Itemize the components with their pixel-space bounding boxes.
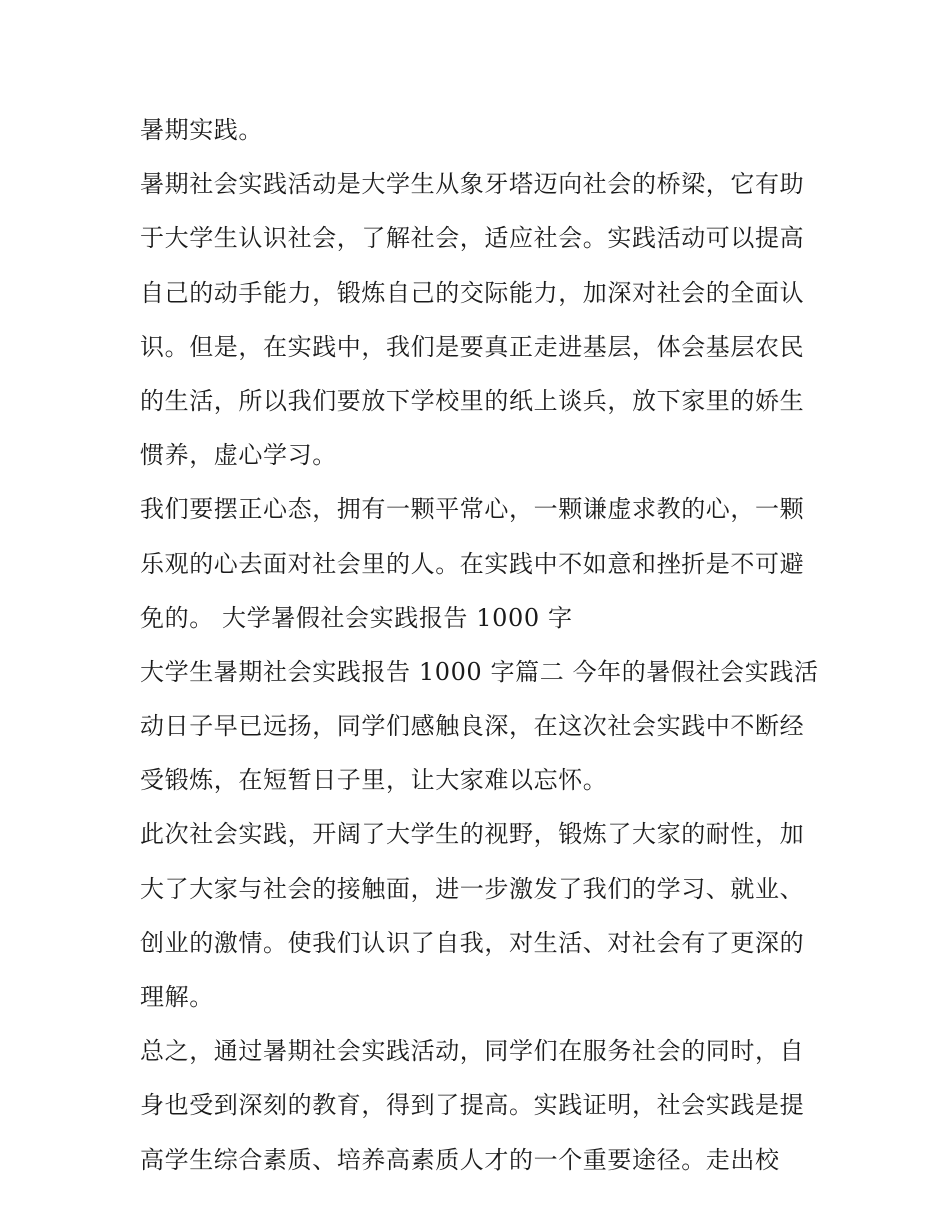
- text-line: 身也受到深刻的教育，得到了提高。实践证明，社会实践是提: [140, 1091, 805, 1120]
- text-line: 乐观的心去面对社会里的人。在实践中不如意和挫折是不可避: [140, 549, 805, 578]
- text-line: 免的。 大学暑假社会实践报告 1000 字: [140, 603, 573, 632]
- text-line: 受锻炼，在短暂日子里，让大家难以忘怀。: [140, 766, 608, 795]
- text-line: 动日子早已远扬，同学们感触良深，在这次社会实践中不断经: [140, 712, 805, 741]
- text-line: 暑期实践。: [140, 116, 263, 144]
- text-line: 的生活，所以我们要放下学校里的纸上谈兵，放下家里的娇生: [140, 386, 805, 415]
- text-line: 理解。: [140, 983, 214, 1011]
- document-body: [140, 109, 819, 1193]
- text-line: 识。但是，在实践中，我们是要真正走进基层，体会基层农民: [140, 332, 805, 361]
- text-line: 总之，通过暑期社会实践活动，同学们在服务社会的同时，自: [140, 1037, 805, 1066]
- text-line: 创业的激情。使我们认识了自我，对生活、对社会有了更深的: [140, 928, 805, 957]
- text-line: 大学生暑期社会实践报告 1000 字篇二 今年的暑假社会实践活: [140, 657, 819, 686]
- text-line: 于大学生认识社会，了解社会，适应社会。实践活动可以提高: [140, 224, 805, 253]
- text-line: 高学生综合素质、培养高素质人才的一个重要途径。走出校: [140, 1145, 780, 1174]
- text-line: 大了大家与社会的接触面，进一步激发了我们的学习、就业、: [140, 874, 805, 903]
- text-line: 此次社会实践，开阔了大学生的视野，锻炼了大家的耐性，加: [140, 820, 805, 849]
- text-line: 惯养，虚心学习。: [140, 441, 337, 470]
- text-line: 自己的动手能力，锻炼自己的交际能力，加深对社会的全面认: [140, 278, 805, 307]
- text-line: 暑期社会实践活动是大学生从象牙塔迈向社会的桥梁，它有助: [140, 170, 805, 199]
- text-line: 我们要摆正心态，拥有一颗平常心，一颗谦虚求教的心，一颗: [140, 495, 805, 524]
